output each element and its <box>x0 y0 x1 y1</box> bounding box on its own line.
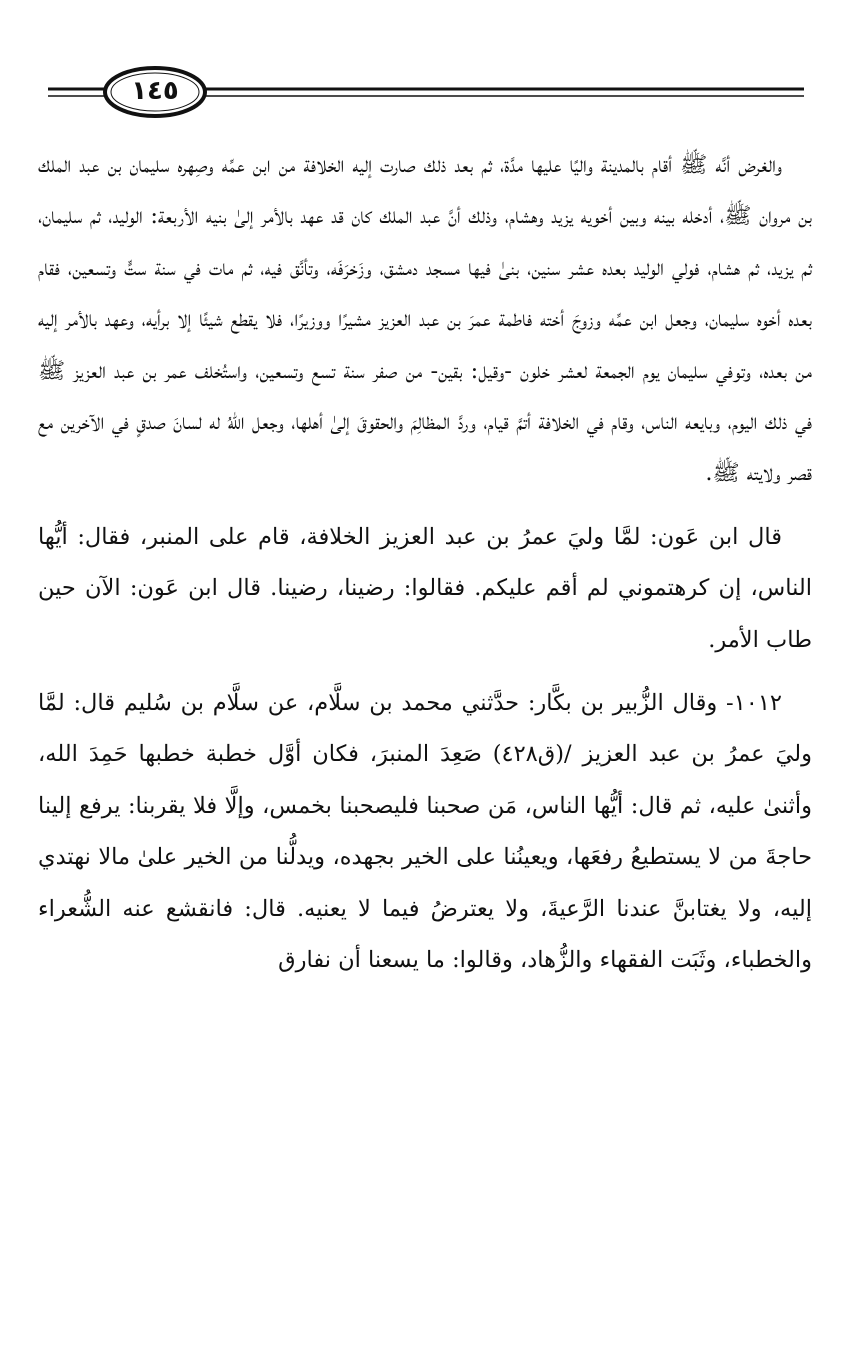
body-text <box>38 140 812 987</box>
page-number: ١٤٥ <box>131 76 179 106</box>
page-header <box>48 62 804 122</box>
paragraph-2: قال ابن عَون: لمَّا وليَ عمرُ بن عبد العزيز الخلافة، قام على المنبر، فقال: أيُّها الناس، إن كرهتموني لم أقم عليكم. فقالوا: رضينا، رضينا. قال ابن عَون: الآن حين طاب الأمر. <box>38 523 812 653</box>
paragraph-1: والغرض أنَّه ﷺ أقام بالمدينة واليًا عليها مدَّة، ثم بعد ذلك صارت إليه الخلافة من ابن عمِّه وصِهره سليمان بن عبد الملك بن مروان ﷺ، أدخله بينه وبين أخويه يزيد وهشام، وذلك أنَّ عبد الملك كان قد عهد بالأمر إلىٰ بنيه الأربعة: الوليد، ثم سليمان، ثم يزيد، ثم هشام، فولي الوليد بعده عشر سنين، بنىٰ فيها مسجد دمشق، وزَخرَفَه، وتأنَّق فيه، ثم مات في سنة ستٍّ وتسعين، فقام بعده أخوه سليمان، وجعل ابن عمِّه وزوجَ أخته فاطمة عمرَ بن عبد العزيز مشيرًا ووزيرًا، فلا يقطع شيئًا إلا برأيه، وعهد بالأمر إليه من بعده، وتوفي سليمان يوم الجمعة لعشر خلون -وقيل: بقين- من صفر سنة تسع وتسعين، واستُخلف عمر بن عبد العزيز ﷺ في ذلك اليوم، وبايعه الناس، وقام في الخلافة أتمَّ قيام، وردَّ المظالِمَ والحقوقَ إلىٰ أهلها، وجعل اللهُ له لسانَ صدقٍ في الآخرين مع قصر ولايته ﷺ. <box>38 152 812 487</box>
paragraph-3: ١٠١٢- وقال الزُّبير بن بكَّار: حدَّثني محمد بن سلَّام، عن سلَّام بن سُليم قال: لمَّا وليَ عمرُ بن عبد العزيز /(ق٤٢٨) صَعِدَ المنبرَ، فكان أوَّل خطبة خطبها حَمِدَ الله، وأثنىٰ عليه، ثم قال: أيُّها الناس، مَن صحبنا فليصحبنا بخمس، وإلَّا فلا يقربنا: يرفع إلينا حاجةَ من لا يستطيعُ رفعَها، ويعينُنا على الخير بجهده، ويدلُّنا من الخير علىٰ مالا نهتدي إليه، ولا يغتابنَّ عندنا الرَّعيةَ، ولا يعترضُ فيما لا يعنيه. قال: فانقشع عنه الشُّعراء والخطباء، وثَبَت الفقهاء والزُّهاد، وقالوا: ما يسعنا أن نفارق <box>38 690 812 974</box>
